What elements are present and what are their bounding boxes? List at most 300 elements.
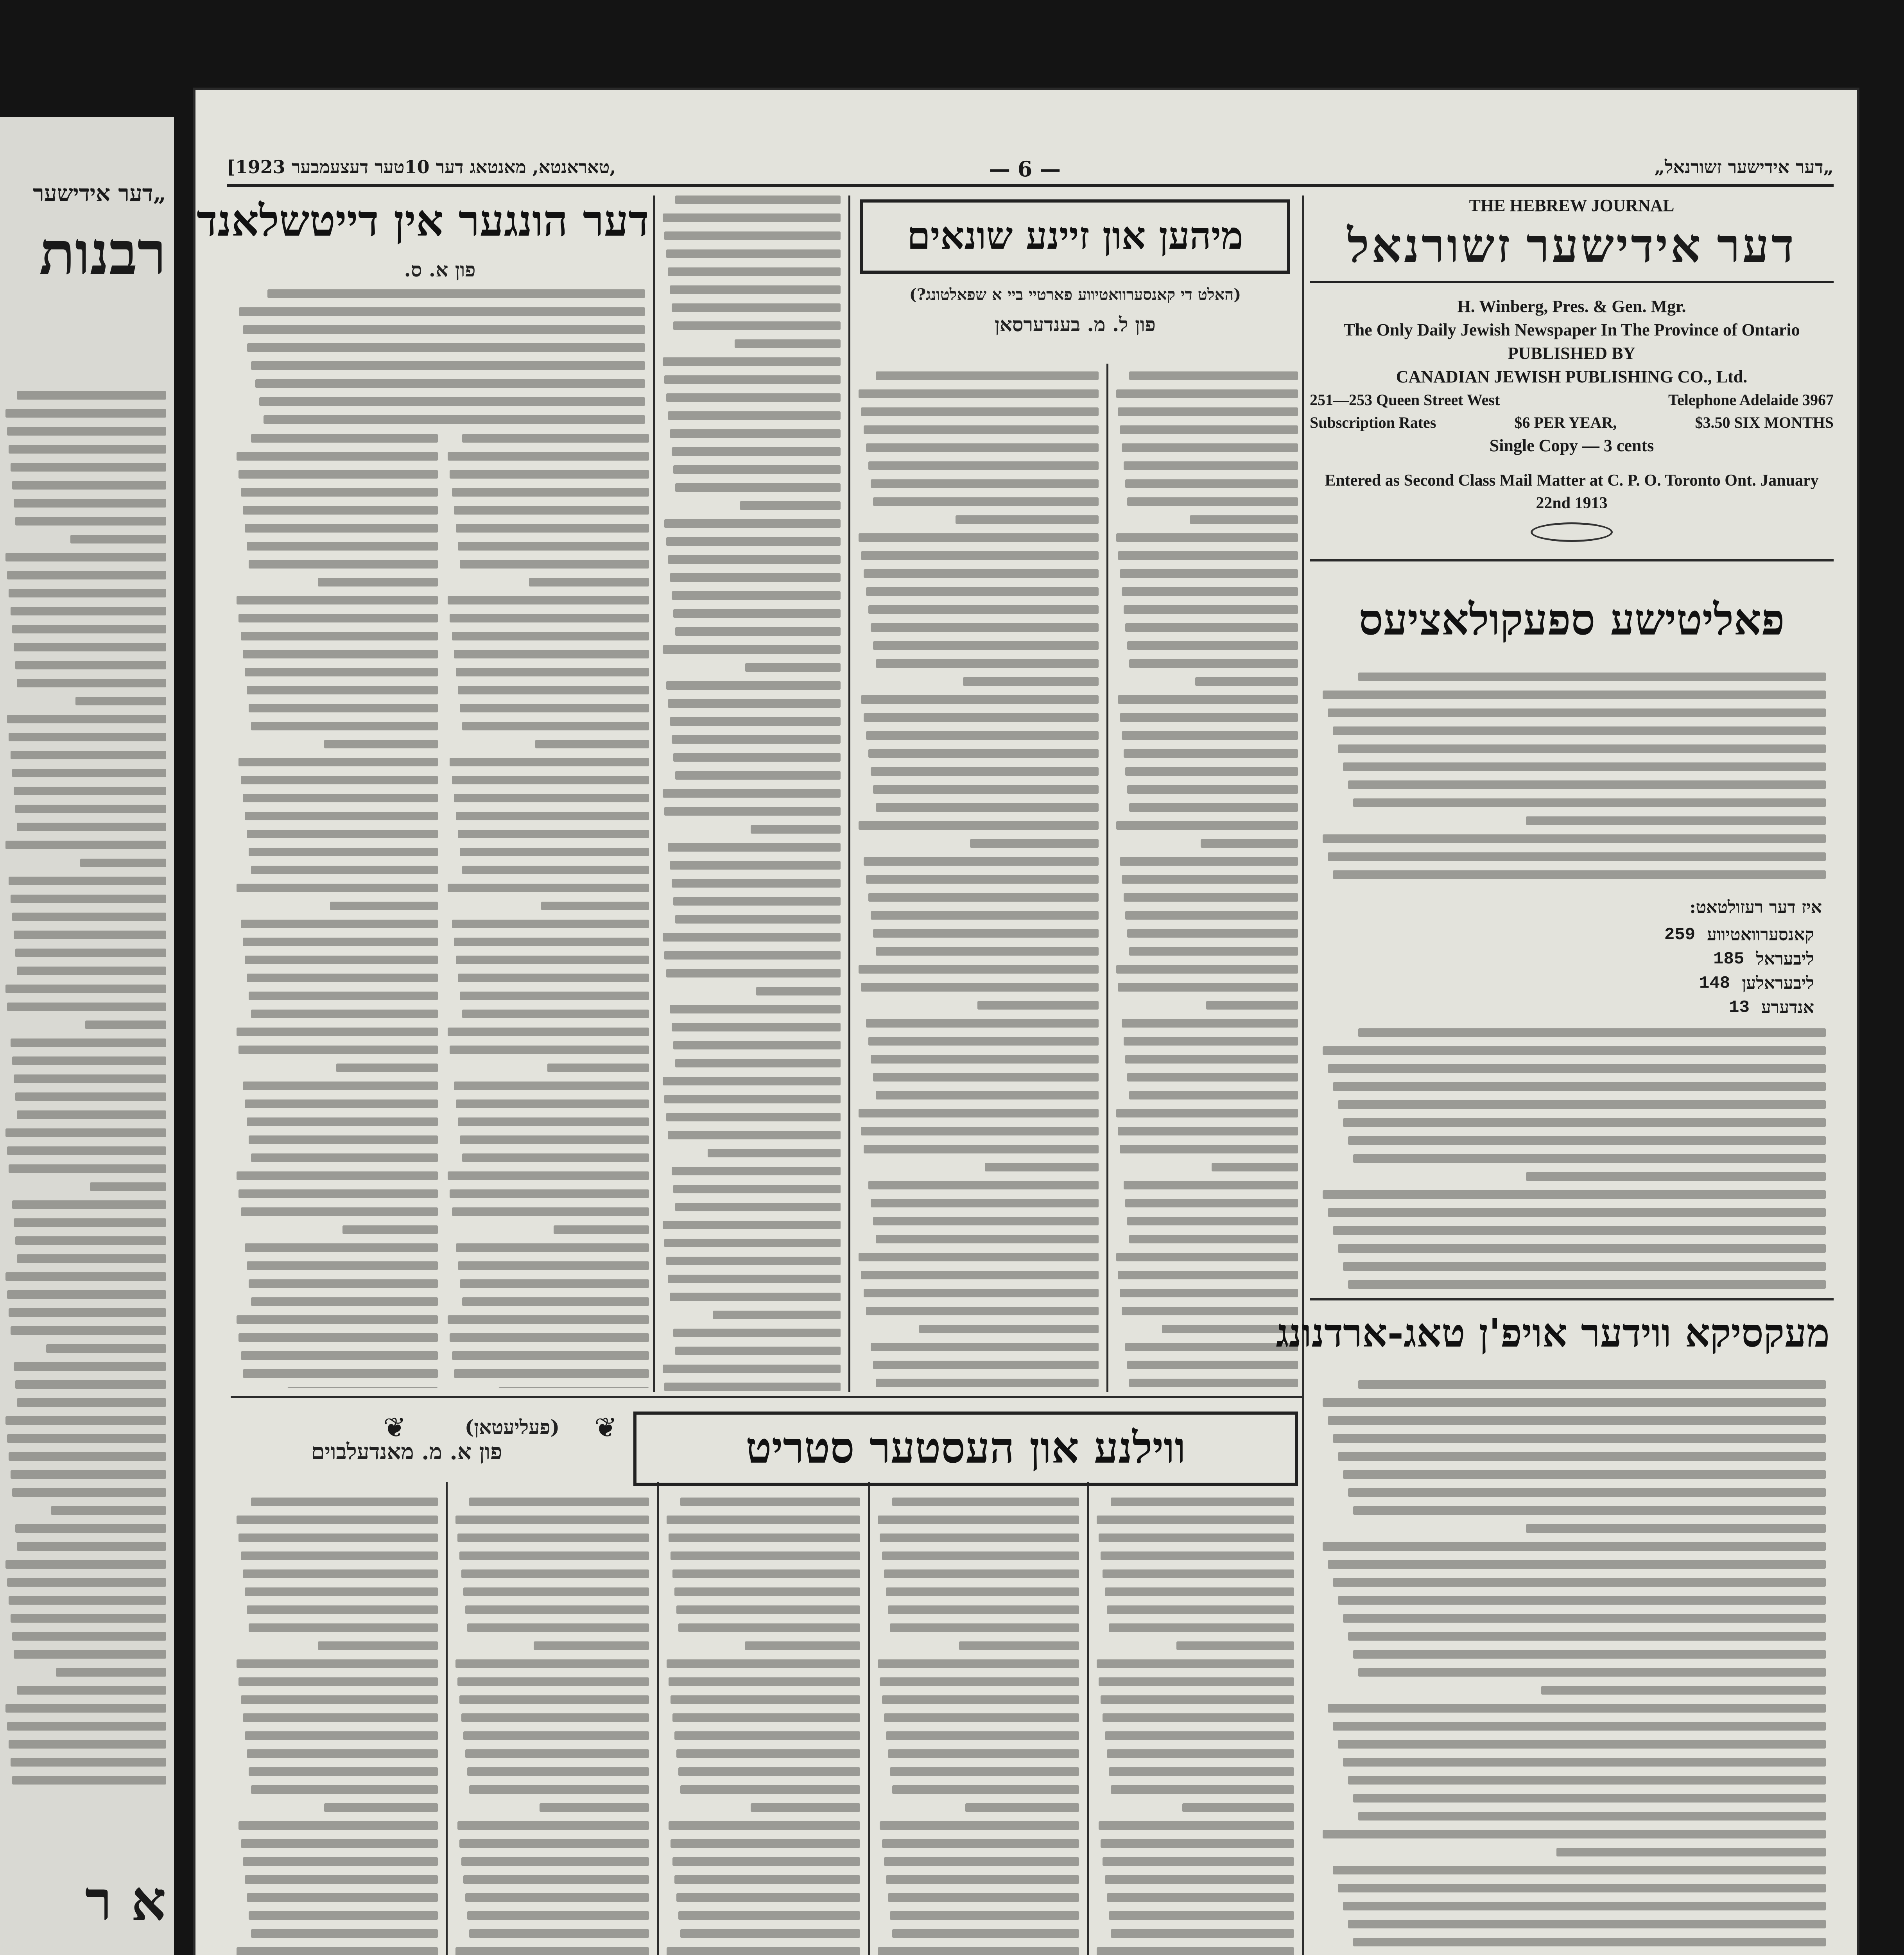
text-line bbox=[241, 1839, 438, 1848]
text-line bbox=[247, 542, 438, 551]
text-line bbox=[1120, 569, 1298, 578]
text-line bbox=[1103, 1857, 1294, 1866]
palestine-text-2 bbox=[1318, 1028, 1826, 1294]
text-line bbox=[673, 465, 841, 474]
text-line bbox=[237, 1171, 438, 1180]
text-line bbox=[5, 1416, 166, 1425]
text-line bbox=[5, 409, 166, 418]
seat-list-count: 13 bbox=[1729, 998, 1750, 1017]
text-line bbox=[287, 1387, 438, 1388]
text-line bbox=[452, 920, 649, 928]
text-line bbox=[540, 1803, 649, 1812]
text-line bbox=[884, 1713, 1079, 1722]
text-line bbox=[1125, 911, 1298, 920]
text-line bbox=[871, 1199, 1099, 1207]
text-line bbox=[237, 1516, 438, 1524]
text-line bbox=[457, 1821, 649, 1830]
vilna-column-4 bbox=[876, 1498, 1079, 1955]
text-line bbox=[1333, 1434, 1826, 1443]
text-line bbox=[919, 1325, 1099, 1333]
text-line bbox=[12, 1056, 166, 1065]
text-line bbox=[448, 1315, 649, 1324]
text-line bbox=[882, 1551, 1079, 1560]
seat-list-row bbox=[1564, 947, 1814, 971]
text-line bbox=[15, 805, 166, 813]
text-line bbox=[11, 1038, 166, 1047]
text-line bbox=[1118, 983, 1298, 992]
text-line bbox=[245, 668, 438, 676]
masthead-rates-row bbox=[1310, 411, 1834, 434]
text-line bbox=[456, 524, 649, 533]
masthead-entered-notice: Entered as Second Class Mail Matter at C. P. O. Toronto Ont. January 22nd 1913 bbox=[1325, 472, 1819, 512]
text-line bbox=[671, 1695, 860, 1704]
text-line bbox=[674, 1731, 860, 1740]
text-line bbox=[873, 1073, 1099, 1082]
palestine-list-intro: איז דער רעזולטאט: bbox=[1689, 897, 1822, 917]
text-line bbox=[14, 1074, 166, 1083]
text-line bbox=[247, 1261, 438, 1270]
text-line bbox=[46, 1344, 166, 1353]
seat-list-row bbox=[1564, 995, 1814, 1020]
text-line bbox=[9, 733, 166, 741]
text-line bbox=[9, 877, 166, 885]
text-line bbox=[330, 902, 438, 910]
text-line bbox=[672, 1023, 841, 1031]
text-line bbox=[11, 1470, 166, 1479]
text-line bbox=[457, 1534, 649, 1542]
text-line bbox=[1328, 1208, 1826, 1217]
text-line bbox=[1328, 1560, 1826, 1569]
text-line bbox=[11, 895, 166, 903]
text-line bbox=[12, 1488, 166, 1497]
text-line bbox=[14, 787, 166, 795]
text-line bbox=[7, 571, 166, 579]
text-line bbox=[14, 1650, 166, 1659]
text-line bbox=[873, 1217, 1099, 1225]
text-line bbox=[11, 1758, 166, 1767]
text-line bbox=[5, 841, 166, 849]
text-line bbox=[241, 776, 438, 784]
text-line bbox=[454, 938, 649, 946]
text-line bbox=[454, 650, 649, 658]
text-line bbox=[678, 1623, 860, 1632]
text-line bbox=[12, 769, 166, 777]
text-line bbox=[245, 956, 438, 964]
text-line bbox=[668, 1275, 841, 1283]
text-line bbox=[15, 661, 166, 669]
text-line bbox=[1099, 1534, 1294, 1542]
text-line bbox=[541, 902, 649, 910]
text-line bbox=[1105, 1587, 1294, 1596]
text-line bbox=[1103, 1713, 1294, 1722]
text-line bbox=[5, 1128, 166, 1137]
text-line bbox=[1120, 857, 1298, 866]
text-line bbox=[249, 704, 438, 712]
text-line bbox=[861, 983, 1099, 992]
germany-lead-text bbox=[235, 289, 645, 430]
text-line bbox=[452, 1351, 649, 1360]
text-line bbox=[861, 551, 1099, 560]
text-line bbox=[1127, 641, 1298, 650]
text-line bbox=[1348, 780, 1826, 789]
text-line bbox=[241, 1351, 438, 1360]
text-line bbox=[1129, 371, 1298, 380]
palestine-headline: פאליטישע ספעקולאציעס bbox=[1359, 594, 1785, 645]
text-line bbox=[259, 397, 645, 406]
text-line bbox=[547, 1064, 649, 1072]
text-line bbox=[1125, 479, 1298, 488]
text-line bbox=[462, 866, 649, 874]
text-line bbox=[463, 1875, 649, 1884]
text-line bbox=[1122, 443, 1298, 452]
text-line bbox=[324, 1803, 438, 1812]
text-line bbox=[249, 992, 438, 1000]
text-line bbox=[868, 605, 1099, 614]
text-line bbox=[1107, 1749, 1294, 1758]
text-line bbox=[1353, 1154, 1826, 1163]
text-line bbox=[56, 1668, 166, 1677]
masthead-single-copy: Single Copy — 3 cents bbox=[1489, 436, 1654, 455]
text-line bbox=[462, 1010, 649, 1018]
text-line bbox=[882, 1839, 1079, 1848]
text-line bbox=[892, 1498, 1079, 1506]
masthead-address-row bbox=[1310, 389, 1834, 411]
text-line bbox=[450, 614, 649, 622]
text-line bbox=[245, 524, 438, 533]
decoration-icon: ❦ bbox=[383, 1412, 406, 1444]
seat-list-party: ליבעראל bbox=[1756, 949, 1814, 969]
text-line bbox=[452, 1207, 649, 1216]
folio-date: [1923 טאראנטא, מאנטאג דער 10טער דעצעמבער, bbox=[227, 156, 616, 178]
text-line bbox=[1124, 1037, 1298, 1046]
text-line bbox=[1124, 749, 1298, 758]
text-line bbox=[745, 663, 841, 672]
text-line bbox=[9, 1740, 166, 1749]
text-line bbox=[680, 1498, 860, 1506]
text-line bbox=[1122, 731, 1298, 740]
text-line bbox=[1212, 1163, 1298, 1171]
newspaper-page bbox=[195, 90, 1857, 1955]
text-line bbox=[672, 1569, 860, 1578]
vilna-column-3 bbox=[665, 1498, 860, 1955]
text-line bbox=[1118, 1271, 1298, 1279]
text-line bbox=[7, 1290, 166, 1299]
column-rule bbox=[446, 1482, 448, 1955]
text-line bbox=[318, 578, 438, 586]
text-line bbox=[1338, 1452, 1826, 1461]
decoration-icon: ❦ bbox=[594, 1412, 617, 1444]
text-line bbox=[1109, 1623, 1294, 1632]
previous-page-title: רבנות bbox=[39, 219, 166, 288]
text-line bbox=[1118, 1127, 1298, 1135]
text-line bbox=[243, 1569, 438, 1578]
text-line bbox=[880, 1534, 1079, 1542]
text-line bbox=[892, 1929, 1079, 1938]
text-line bbox=[243, 794, 438, 802]
text-line bbox=[15, 1524, 166, 1533]
text-line bbox=[1526, 816, 1826, 825]
text-line bbox=[1333, 1226, 1826, 1235]
text-line bbox=[324, 740, 438, 748]
text-line bbox=[1129, 1379, 1298, 1387]
text-line bbox=[238, 1821, 438, 1830]
text-line bbox=[238, 1534, 438, 1542]
text-line bbox=[675, 771, 841, 780]
text-line bbox=[1338, 1596, 1826, 1605]
text-line bbox=[249, 1623, 438, 1632]
text-line bbox=[985, 1163, 1099, 1171]
text-line bbox=[676, 1893, 860, 1902]
text-line bbox=[241, 488, 438, 497]
text-line bbox=[15, 1092, 166, 1101]
text-line bbox=[868, 893, 1099, 902]
text-line bbox=[1129, 1235, 1298, 1243]
text-line bbox=[452, 488, 649, 497]
text-line bbox=[455, 1516, 649, 1524]
text-line bbox=[965, 1803, 1079, 1812]
vilna-column-1 bbox=[235, 1498, 438, 1955]
text-line bbox=[461, 1713, 649, 1722]
text-line bbox=[672, 591, 841, 600]
text-line bbox=[1333, 1578, 1826, 1587]
text-line bbox=[1105, 1731, 1294, 1740]
text-line bbox=[463, 1587, 649, 1596]
text-line bbox=[871, 1343, 1099, 1351]
text-line bbox=[663, 357, 841, 366]
seat-list-row bbox=[1564, 923, 1814, 947]
text-line bbox=[671, 1839, 860, 1848]
text-line bbox=[866, 443, 1099, 452]
text-line bbox=[880, 1677, 1079, 1686]
text-line bbox=[1348, 1280, 1826, 1289]
text-line bbox=[673, 753, 841, 762]
text-line bbox=[318, 1641, 438, 1650]
text-line bbox=[672, 1713, 860, 1722]
text-line bbox=[243, 506, 438, 515]
text-line bbox=[1101, 1551, 1294, 1560]
text-line bbox=[882, 1695, 1079, 1704]
text-line bbox=[735, 339, 841, 348]
text-line bbox=[864, 425, 1099, 434]
germany-byline: פון א. ס. bbox=[404, 258, 476, 281]
text-line bbox=[17, 1110, 166, 1119]
text-line bbox=[670, 429, 841, 438]
text-line bbox=[462, 722, 649, 730]
text-line bbox=[70, 535, 166, 543]
text-line bbox=[1343, 1470, 1826, 1479]
text-line bbox=[1122, 1019, 1298, 1028]
text-line bbox=[1343, 1758, 1826, 1767]
text-line bbox=[251, 1153, 438, 1162]
text-line bbox=[1323, 1398, 1826, 1407]
text-line bbox=[465, 1749, 649, 1758]
text-line bbox=[245, 1875, 438, 1884]
text-line bbox=[267, 289, 645, 298]
text-line bbox=[1348, 1776, 1826, 1785]
text-line bbox=[51, 1506, 166, 1515]
text-line bbox=[1116, 1253, 1298, 1261]
text-line bbox=[12, 913, 166, 921]
text-line bbox=[668, 699, 841, 708]
text-line bbox=[873, 929, 1099, 938]
text-line bbox=[663, 1077, 841, 1085]
text-line bbox=[859, 965, 1099, 974]
text-line bbox=[1099, 1821, 1294, 1830]
text-line bbox=[469, 1498, 649, 1506]
text-line bbox=[1358, 1380, 1826, 1389]
text-line bbox=[450, 1333, 649, 1342]
text-line bbox=[871, 1055, 1099, 1064]
text-line bbox=[669, 1534, 860, 1542]
text-line bbox=[251, 434, 438, 443]
text-line bbox=[9, 1308, 166, 1317]
text-line bbox=[1120, 1289, 1298, 1297]
text-line bbox=[1353, 1650, 1826, 1659]
text-line bbox=[1338, 1244, 1826, 1253]
text-line bbox=[859, 1253, 1099, 1261]
zionists-column-1 bbox=[856, 371, 1099, 1388]
text-line bbox=[956, 515, 1099, 524]
text-line bbox=[676, 1605, 860, 1614]
text-line bbox=[1343, 1262, 1826, 1271]
text-line bbox=[458, 974, 649, 982]
text-line bbox=[1124, 893, 1298, 902]
text-line bbox=[9, 589, 166, 597]
text-line bbox=[245, 812, 438, 820]
masthead-publisher: CANADIAN JEWISH PUBLISHING CO., Ltd. bbox=[1396, 367, 1748, 386]
column-rule bbox=[868, 1482, 870, 1955]
text-line bbox=[7, 1146, 166, 1155]
text-line bbox=[675, 1203, 841, 1211]
column-rule bbox=[657, 1482, 659, 1955]
text-line bbox=[675, 915, 841, 924]
folio-page-number: — 6 — bbox=[989, 156, 1061, 181]
text-line bbox=[554, 1225, 649, 1234]
text-line bbox=[460, 1279, 649, 1288]
text-line bbox=[670, 285, 841, 294]
text-line bbox=[861, 407, 1099, 416]
seat-list-count: 185 bbox=[1713, 949, 1744, 969]
text-line bbox=[249, 1279, 438, 1288]
mexico-headline: מעקסיקא ווידער אויפ'ן טאג-ארדנונג bbox=[1276, 1310, 1830, 1356]
text-line bbox=[247, 343, 645, 352]
text-line bbox=[245, 1731, 438, 1740]
text-line bbox=[238, 1046, 438, 1054]
text-line bbox=[751, 1803, 860, 1812]
text-line bbox=[243, 938, 438, 946]
text-line bbox=[249, 560, 438, 569]
text-line bbox=[251, 1010, 438, 1018]
text-line bbox=[890, 1623, 1079, 1632]
text-line bbox=[890, 1911, 1079, 1920]
text-line bbox=[871, 767, 1099, 776]
text-line bbox=[342, 1225, 438, 1234]
text-line bbox=[668, 267, 841, 276]
zionists-column-2 bbox=[1114, 371, 1298, 1388]
text-line bbox=[675, 1059, 841, 1067]
text-line bbox=[873, 785, 1099, 794]
text-line bbox=[664, 951, 841, 960]
text-line bbox=[876, 1235, 1099, 1243]
folio-paper-name: „דער אידישער זשורנאל„ bbox=[1654, 156, 1834, 178]
text-line bbox=[243, 1369, 438, 1378]
text-line bbox=[663, 1365, 841, 1373]
text-line bbox=[1107, 1605, 1294, 1614]
text-line bbox=[871, 479, 1099, 488]
text-line bbox=[1127, 497, 1298, 506]
text-line bbox=[673, 1041, 841, 1049]
text-line bbox=[1125, 1199, 1298, 1207]
text-line bbox=[669, 1677, 860, 1686]
text-line bbox=[237, 884, 438, 892]
previous-page-text bbox=[4, 391, 166, 1799]
text-line bbox=[237, 1947, 438, 1955]
previous-page-fragment bbox=[0, 117, 174, 1955]
text-line bbox=[664, 375, 841, 384]
text-line bbox=[1328, 1704, 1826, 1713]
text-line bbox=[664, 807, 841, 816]
text-line bbox=[873, 641, 1099, 650]
text-line bbox=[1358, 1668, 1826, 1677]
text-line bbox=[669, 1821, 860, 1830]
text-line bbox=[448, 596, 649, 604]
text-line bbox=[861, 695, 1099, 704]
text-line bbox=[876, 659, 1099, 668]
text-line bbox=[249, 1135, 438, 1144]
text-line bbox=[255, 379, 645, 388]
text-line bbox=[673, 609, 841, 618]
text-line bbox=[237, 596, 438, 604]
text-line bbox=[17, 391, 166, 400]
text-line bbox=[1201, 839, 1298, 848]
text-line bbox=[1122, 875, 1298, 884]
text-line bbox=[1127, 1217, 1298, 1225]
text-line bbox=[1358, 1812, 1826, 1820]
masthead-rate-year: $6 PER YEAR, bbox=[1514, 414, 1617, 431]
text-line bbox=[459, 1551, 649, 1560]
text-line bbox=[876, 1379, 1099, 1387]
text-line bbox=[336, 1064, 438, 1072]
text-line bbox=[85, 1021, 167, 1029]
masthead-title: דער אידישער זשורנאל bbox=[1310, 219, 1834, 283]
text-line bbox=[1348, 1632, 1826, 1641]
text-line bbox=[1129, 1091, 1298, 1099]
text-line bbox=[859, 821, 1099, 830]
text-line bbox=[886, 1587, 1079, 1596]
text-line bbox=[859, 389, 1099, 398]
text-line bbox=[666, 249, 841, 258]
text-line bbox=[9, 1596, 166, 1605]
text-line bbox=[868, 1037, 1099, 1046]
text-line bbox=[1323, 1542, 1826, 1551]
text-line bbox=[1338, 1884, 1826, 1892]
text-line bbox=[11, 1326, 166, 1335]
text-line bbox=[666, 393, 841, 402]
text-line bbox=[1116, 389, 1298, 398]
text-line bbox=[456, 668, 649, 676]
text-line bbox=[1107, 1893, 1294, 1902]
text-line bbox=[866, 587, 1099, 596]
text-line bbox=[7, 1434, 166, 1443]
text-line bbox=[462, 434, 649, 443]
text-line bbox=[459, 1839, 649, 1848]
text-line bbox=[1182, 1803, 1294, 1812]
text-line bbox=[664, 1383, 841, 1391]
text-line bbox=[462, 1297, 649, 1306]
text-line bbox=[458, 1117, 649, 1126]
text-line bbox=[668, 555, 841, 564]
text-line bbox=[680, 1929, 860, 1938]
